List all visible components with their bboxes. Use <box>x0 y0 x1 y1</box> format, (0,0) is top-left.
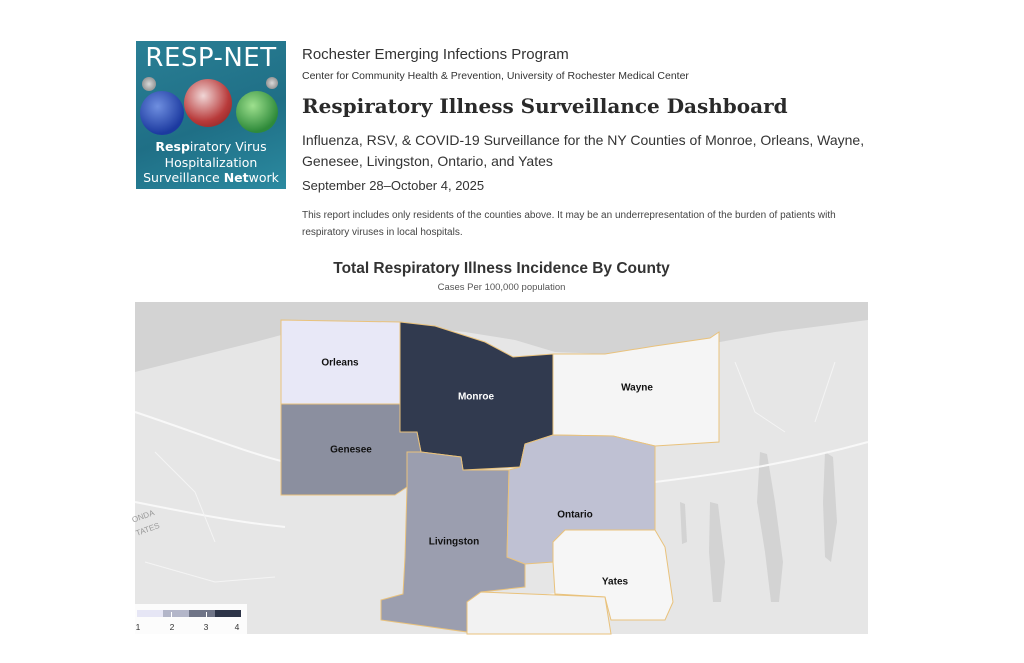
virus-red-icon <box>184 79 232 127</box>
dashboard-description: Influenza, RSV, & COVID-19 Surveillance for the NY Counties of Monroe, Orleans, Wayne, Genesee, Livingston, Ontario, and Yates <box>302 132 865 169</box>
county-label-orleans: Orleans <box>321 357 359 369</box>
legend-tick <box>171 612 172 618</box>
county-label-wayne: Wayne <box>621 382 653 394</box>
virus-blue-icon <box>140 91 184 135</box>
legend-swatch <box>189 610 215 617</box>
report-note: This report includes only residents of the counties above. It may be an underrepresentation of the burden of patients with respiratory viruses in local hospitals. <box>302 210 836 238</box>
legend-tick <box>206 612 207 618</box>
county-label-monroe: Monroe <box>457 391 495 403</box>
finger-lake <box>757 452 783 602</box>
finger-lake <box>823 452 837 562</box>
county-label-ontario: Ontario <box>557 509 593 521</box>
virus-small-icon <box>142 77 156 91</box>
county-map-svg <box>130 302 868 634</box>
legend-value: 3 <box>203 622 209 632</box>
legend-value: 1 <box>135 622 141 632</box>
county-label-yates: Yates <box>601 576 629 588</box>
legend-color-bar <box>137 610 241 617</box>
map-title: Total Respiratory Illness Incidence By County <box>333 260 670 277</box>
logo-subtitle: Respiratory Virus Hospitalization Surveillance Network <box>143 139 279 185</box>
organization-name: Rochester Emerging Infections Program <box>302 46 569 63</box>
finger-lake <box>709 502 725 602</box>
legend-swatch <box>163 610 189 617</box>
virus-green-icon <box>236 91 278 133</box>
resp-net-logo <box>136 41 286 189</box>
region-label: TATES <box>134 521 161 538</box>
legend-swatch <box>137 610 163 617</box>
region-label: ONDA <box>130 508 156 525</box>
county-label-livingston: Livingston <box>428 536 480 548</box>
finger-lake <box>680 502 687 544</box>
logo-title: RESP-NET <box>145 43 277 73</box>
virus-small-icon <box>266 77 278 89</box>
legend-swatch <box>215 610 241 617</box>
map-subtitle: Cases Per 100,000 population <box>437 282 566 293</box>
county-label-genesee: Genesee <box>330 444 372 456</box>
county-map[interactable] <box>130 302 868 634</box>
color-legend <box>135 604 247 634</box>
page-title: Respiratory Illness Surveillance Dashboard <box>302 94 788 118</box>
legend-value: 4 <box>234 622 240 632</box>
center-name: Center for Community Health & Prevention, University of Rochester Medical Center <box>302 70 689 82</box>
date-range: September 28–October 4, 2025 <box>302 178 485 193</box>
legend-value: 2 <box>169 622 175 632</box>
neighbor-county <box>467 592 611 634</box>
